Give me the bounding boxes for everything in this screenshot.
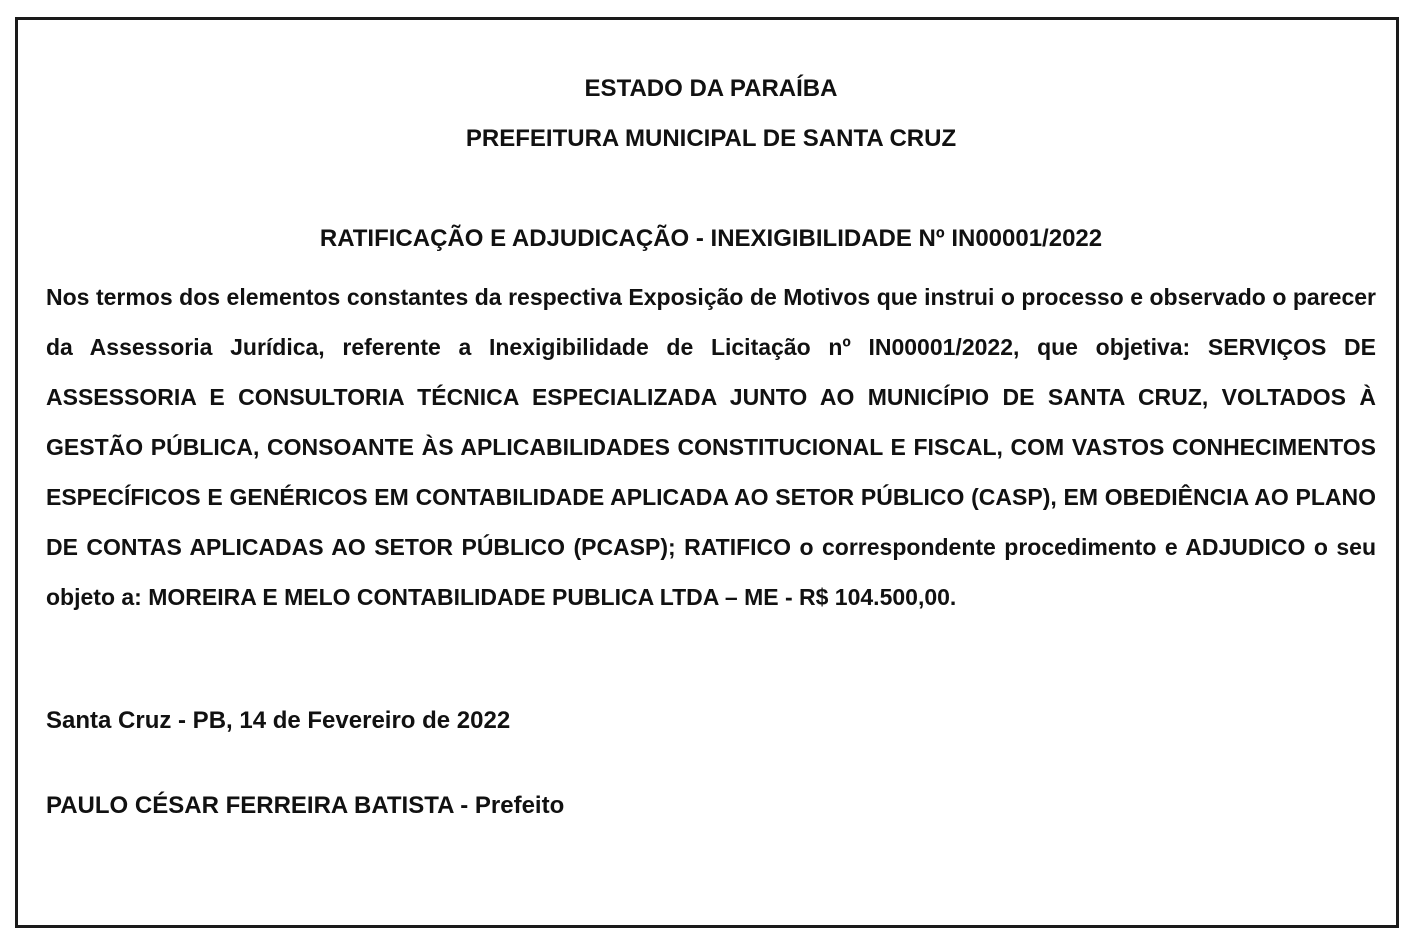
- signature-line: PAULO CÉSAR FERREIRA BATISTA - Prefeito: [46, 792, 565, 819]
- municipality-heading: PREFEITURA MUNICIPAL DE SANTA CRUZ: [465, 125, 957, 152]
- document-frame: [15, 17, 1399, 928]
- document-title: RATIFICAÇÃO E ADJUDICAÇÃO - INEXIGIBILIDADE Nº IN00001/2022: [319, 225, 1103, 252]
- state-heading: ESTADO DA PARAÍBA: [584, 75, 838, 102]
- body-paragraph: Nos termos dos elementos constantes da respectiva Exposição de Motivos que instrui o processo e observado o parecer da Assessoria Jurídica, referente a Inexigibilidade de Licitação nº IN00001/2022, que objetiva: SERVIÇOS DE ASSESSORIA E CONSULTORIA TÉCNICA ESPECIALIZADA JUNTO AO MUNICÍPIO DE SANTA CRUZ, VOLTADOS À GESTÃO PÚBLICA, CONSOANTE ÀS APLICABILIDADES CONSTITUCIONAL E FISCAL, COM VASTOS CONHECIMENTOS ESPECÍFICOS E GENÉRICOS EM CONTABILIDADE APLICADA AO SETOR PÚBLICO (CASP), EM OBEDIÊNCIA AO PLANO DE CONTAS APLICADAS AO SETOR PÚBLICO (PCASP); RATIFICO o correspondente procedimento e ADJUDICO o seu objeto a: MOREIRA E MELO CONTABILIDADE PUBLICA LTDA – ME - R$ 104.500,00.: [46, 284, 1376, 610]
- place-date: Santa Cruz - PB, 14 de Fevereiro de 2022: [46, 707, 511, 734]
